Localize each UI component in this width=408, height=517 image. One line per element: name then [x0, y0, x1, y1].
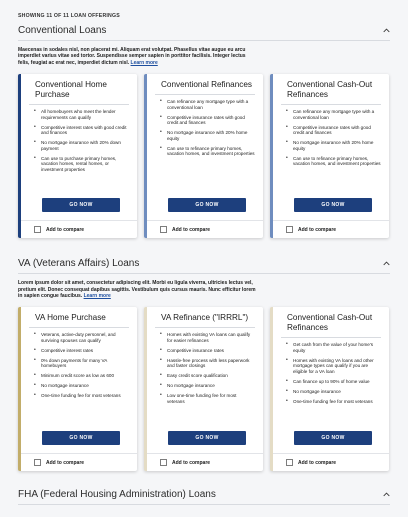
feature-item: • Competitive interest rates with good credit and finances — [33, 125, 129, 136]
compare-label: Add to compare — [46, 459, 85, 466]
loan-card — [18, 74, 137, 238]
feature-list — [33, 332, 129, 425]
divider — [29, 327, 129, 328]
feature-item: • Get cash from the value of your home's equity — [285, 342, 381, 353]
feature-item: • Can use to purchase primary homes, vacation homes, rental homes, or investment properties — [33, 156, 129, 173]
feature-list — [33, 109, 129, 192]
compare-checkbox[interactable] — [160, 226, 167, 233]
feature-item: • Hassle-free process with less paperwork and faster closings — [159, 358, 255, 369]
feature-item: • Competitive insurance rates with good credit and finances — [159, 115, 255, 126]
feature-item: • No mortgage insurance — [285, 389, 381, 395]
feature-item: • Can finance up to 90% of home value — [285, 379, 381, 385]
go-now-button[interactable]: GO NOW — [294, 198, 372, 212]
compare-label: Add to compare — [46, 226, 85, 233]
compare-label: Add to compare — [172, 226, 211, 233]
feature-item: • No mortgage insurance — [159, 383, 255, 389]
feature-item: • Can use to refinance primary homes, vacation homes, and investment properties — [285, 156, 381, 167]
go-now-button[interactable]: GO NOW — [42, 431, 120, 445]
divider — [155, 327, 255, 328]
card-title: Conventional Refinances — [161, 80, 253, 90]
section-description — [18, 47, 258, 66]
feature-item: • Can refinance any mortgage type with a conventional loan — [159, 99, 255, 110]
go-now-button[interactable]: GO NOW — [42, 198, 120, 212]
loan-card — [270, 307, 389, 471]
feature-item: • 0% down payments for many VA homebuyers — [33, 358, 129, 369]
loan-card — [270, 74, 389, 238]
chevron-up-icon[interactable] — [383, 260, 390, 267]
feature-item: • Easy credit score qualification — [159, 373, 255, 379]
section-header[interactable] — [18, 25, 390, 41]
compare-checkbox[interactable] — [286, 459, 293, 466]
chevron-up-icon[interactable] — [383, 491, 390, 498]
feature-item: • Can use to refinance primary homes, vacation homes, and investment properties — [159, 146, 255, 157]
feature-list — [159, 99, 255, 192]
feature-item: • Competitive insurance rates with good credit and finances — [285, 125, 381, 136]
go-now-button[interactable]: GO NOW — [168, 431, 246, 445]
compare-row[interactable] — [21, 453, 137, 471]
section-header[interactable] — [18, 258, 390, 274]
feature-item: • No mortgage insurance with 20% down payment — [33, 140, 129, 151]
section-header[interactable] — [18, 489, 390, 505]
feature-list — [285, 109, 381, 192]
compare-checkbox[interactable] — [286, 226, 293, 233]
compare-label: Add to compare — [172, 459, 211, 466]
compare-row[interactable] — [21, 220, 137, 238]
compare-label: Add to compare — [298, 459, 337, 466]
card-title: VA Refinance ("IRRRL") — [161, 313, 249, 323]
results-count: SHOWING 11 OF 11 LOAN OFFERINGS — [18, 13, 120, 19]
card-title: Conventional Home Purchase — [35, 80, 107, 100]
feature-item: • No mortgage insurance with 20% home equity — [285, 140, 381, 151]
divider — [281, 337, 381, 338]
feature-list — [285, 342, 381, 425]
section-description-text: Maecenas in sodales nisl, non placerat mi. Aliquam erat volutpat. Phasellus vitae augue eu arcu imperdiet varius vitae sed tortor. Suspendisse semper sapien in porttitor facilisis. Integer lectus felis, feugiat ac erat nec, imperdiet dictum nisl. — [18, 47, 246, 66]
feature-list — [159, 332, 255, 425]
feature-item: • One-time funding fee for most veterans — [33, 393, 129, 399]
loan-card — [144, 307, 263, 471]
compare-row[interactable] — [273, 220, 389, 238]
section-title: FHA (Federal Housing Administration) Loans — [18, 489, 216, 501]
card-title: VA Home Purchase — [35, 313, 106, 323]
learn-more-link[interactable]: Learn more — [83, 293, 111, 300]
feature-item: • Can refinance any mortgage type with a conventional loan — [285, 109, 381, 120]
divider — [29, 104, 129, 105]
compare-checkbox[interactable] — [34, 459, 41, 466]
feature-item: • Low one-time funding fee for most veterans — [159, 393, 255, 404]
divider — [281, 104, 381, 105]
compare-row[interactable] — [147, 220, 263, 238]
go-now-button[interactable]: GO NOW — [168, 198, 246, 212]
feature-item: • Homes with existing VA loans and other mortgage types can qualify if you are eligible for a VA loan — [285, 358, 381, 375]
section-title: Conventional Loans — [18, 25, 107, 36]
feature-item: • All homebuyers who meet the lender requirements can qualify — [33, 109, 129, 120]
card-title: Conventional Cash-Out Refinances — [287, 313, 373, 333]
feature-item: • Competitive insurance rates — [159, 348, 255, 354]
divider — [155, 94, 255, 95]
feature-item: • One-time funding fee for most veterans — [285, 399, 381, 405]
section-description-text: Lorem ipsum dolor sit amet, consectetur adipiscing elit. Morbi eu ligula viverra, ultricies lectus vel, pretium elit. Donec consequat dapibus sagittis. Vestibulum quis cursus mauris. Nunc efficitur lorem in sapien congue faucibus. — [18, 280, 256, 300]
compare-row[interactable] — [147, 453, 263, 471]
feature-item: • Minimum credit score as low as 600 — [33, 373, 129, 379]
learn-more-link[interactable]: Learn more — [130, 59, 158, 66]
feature-item: • No mortgage insurance with 20% home equity — [159, 130, 255, 141]
compare-row[interactable] — [273, 453, 389, 471]
feature-item: • No mortgage insurance — [33, 383, 129, 389]
compare-checkbox[interactable] — [34, 226, 41, 233]
feature-item: • Veterans, active-duty personnel, and surviving spouses can qualify — [33, 332, 129, 343]
chevron-up-icon[interactable] — [383, 27, 390, 34]
section-va-loans — [18, 258, 390, 471]
section-conventional-loans — [18, 25, 390, 238]
loan-card — [144, 74, 263, 238]
section-title: VA (Veterans Affairs) Loans — [18, 258, 140, 270]
compare-label: Add to compare — [298, 226, 337, 233]
loan-card — [18, 307, 137, 471]
card-title: Conventional Cash-Out Refinances — [287, 80, 373, 100]
section-fha-loans — [18, 489, 390, 505]
go-now-button[interactable]: GO NOW — [294, 431, 372, 445]
section-description — [18, 280, 258, 299]
feature-item: • Homes with existing VA loans can qualify for easier refinances — [159, 332, 255, 343]
feature-item: • Competitive interest rates — [33, 348, 129, 354]
compare-checkbox[interactable] — [160, 459, 167, 466]
